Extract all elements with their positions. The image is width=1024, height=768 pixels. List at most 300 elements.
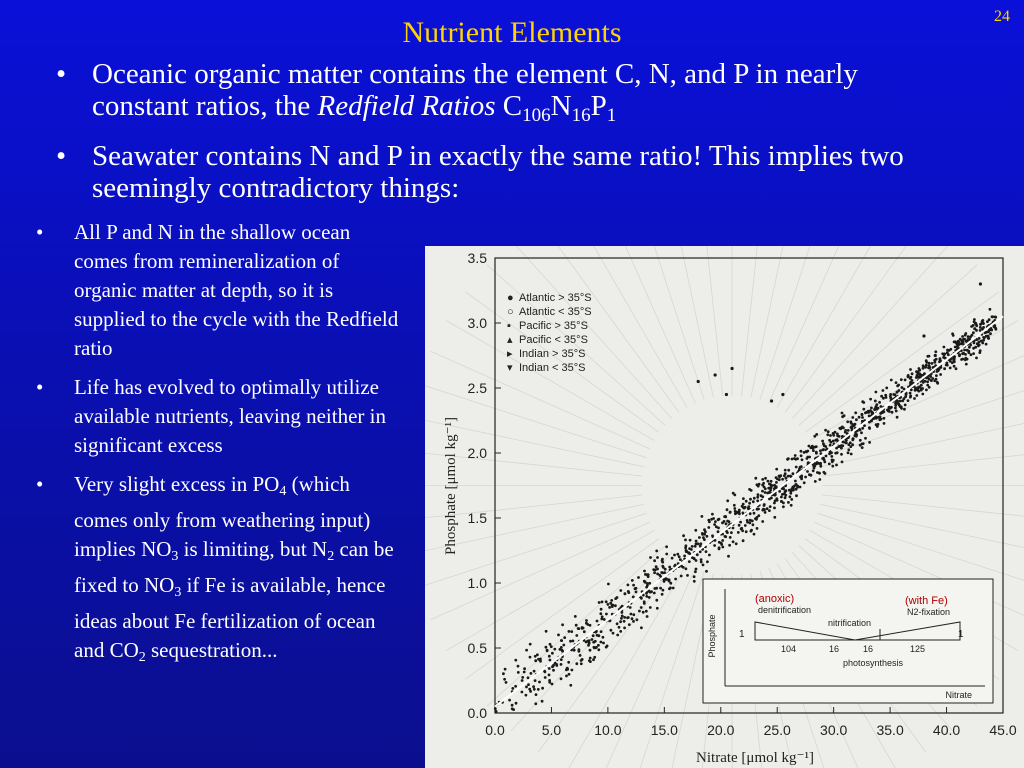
inset-with-fe-label: (with Fe) — [905, 595, 948, 607]
data-point — [706, 535, 709, 538]
data-point — [796, 486, 799, 489]
data-point — [883, 417, 886, 420]
data-point — [834, 439, 837, 442]
data-point — [845, 442, 848, 445]
data-point — [546, 649, 549, 652]
data-point — [964, 332, 967, 335]
data-point — [544, 671, 547, 674]
data-point — [852, 437, 855, 440]
data-point — [784, 496, 787, 499]
data-point — [701, 515, 704, 518]
data-point — [563, 636, 566, 639]
data-point — [961, 335, 964, 338]
data-point — [804, 476, 807, 479]
data-point — [844, 429, 847, 432]
data-point — [642, 611, 645, 614]
data-point — [534, 702, 537, 705]
data-point — [662, 589, 665, 592]
data-point — [653, 571, 656, 574]
data-point — [860, 431, 863, 434]
outlier-point — [697, 380, 700, 383]
data-point — [931, 377, 934, 380]
data-point — [851, 416, 854, 419]
data-point — [703, 538, 706, 541]
data-point — [815, 433, 818, 436]
data-point — [560, 646, 563, 649]
data-point — [878, 401, 881, 404]
data-point — [632, 620, 635, 623]
data-point — [624, 592, 627, 595]
data-point — [684, 539, 687, 542]
data-point — [828, 463, 831, 466]
data-point — [970, 353, 973, 356]
data-point — [861, 443, 864, 446]
data-point — [922, 367, 925, 370]
data-point — [972, 352, 975, 355]
data-point — [791, 458, 794, 461]
data-point — [494, 707, 497, 710]
data-point — [523, 671, 526, 674]
data-point — [610, 629, 613, 632]
data-point — [570, 630, 573, 633]
data-point — [750, 489, 753, 492]
bullet-seawater — [48, 140, 928, 204]
data-point — [621, 615, 624, 618]
data-point — [875, 403, 878, 406]
inset-xlabel: Nitrate — [945, 690, 972, 700]
data-point — [842, 441, 845, 444]
data-point — [945, 364, 948, 367]
data-point — [888, 406, 891, 409]
outlier-point — [730, 367, 733, 370]
data-point — [700, 561, 703, 564]
data-point — [745, 530, 748, 533]
data-point — [529, 643, 532, 646]
data-point — [581, 658, 584, 661]
data-point — [560, 639, 563, 642]
data-point — [725, 522, 728, 525]
data-point — [783, 474, 786, 477]
data-point — [649, 606, 652, 609]
data-point — [534, 659, 537, 662]
data-point — [784, 469, 787, 472]
data-point — [756, 527, 759, 530]
data-point — [990, 329, 993, 332]
data-point — [729, 511, 732, 514]
data-point — [864, 412, 867, 415]
data-point — [781, 493, 784, 496]
data-point — [687, 551, 690, 554]
data-point — [979, 323, 982, 326]
data-point — [794, 480, 797, 483]
inset-1-left-label: 1 — [739, 629, 745, 640]
data-point — [653, 559, 656, 562]
data-point — [897, 384, 900, 387]
data-point — [836, 451, 839, 454]
data-point — [911, 379, 914, 382]
data-point — [923, 372, 926, 375]
data-point — [736, 511, 739, 514]
data-point — [574, 615, 577, 618]
inset-1-right-label: 1 — [958, 629, 964, 640]
data-point — [644, 573, 647, 576]
data-point — [821, 440, 824, 443]
data-point — [730, 531, 733, 534]
data-point — [926, 355, 929, 358]
data-point — [784, 490, 787, 493]
data-point — [861, 400, 864, 403]
data-point — [512, 708, 515, 711]
y-tick-label: 3.5 — [467, 250, 487, 266]
data-point — [643, 570, 646, 573]
data-point — [756, 496, 759, 499]
data-point — [704, 530, 707, 533]
data-point — [931, 362, 934, 365]
y-tick-label: 2.5 — [467, 380, 487, 396]
data-point — [717, 530, 720, 533]
data-point — [646, 615, 649, 618]
data-point — [879, 415, 882, 418]
data-point — [548, 674, 551, 677]
redfield-inset-diagram — [703, 579, 993, 703]
data-point — [568, 630, 571, 633]
data-point — [589, 657, 592, 660]
data-point — [752, 523, 755, 526]
data-point — [885, 387, 888, 390]
data-point — [900, 378, 903, 381]
data-point — [801, 458, 804, 461]
data-point — [562, 644, 565, 647]
data-point — [847, 451, 850, 454]
top-bullet-list — [48, 58, 928, 212]
data-point — [960, 358, 963, 361]
data-point — [623, 616, 626, 619]
data-point — [868, 441, 871, 444]
data-point — [653, 592, 656, 595]
data-point — [909, 396, 912, 399]
data-point — [847, 448, 850, 451]
data-point — [742, 503, 745, 506]
data-point — [925, 389, 928, 392]
legend-entry: Atlantic > 35°S — [519, 292, 592, 304]
bullet-text: Seawater contains N and P in exactly the same ratio! This implies two seemingly contradictory things: — [92, 140, 904, 204]
legend-entry: Indian < 35°S — [519, 362, 586, 374]
data-point — [548, 681, 551, 684]
data-point — [599, 612, 602, 615]
data-point — [824, 445, 827, 448]
data-point — [901, 399, 904, 402]
data-point — [655, 550, 658, 553]
data-point — [551, 683, 554, 686]
data-point — [503, 678, 506, 681]
data-point — [847, 429, 850, 432]
data-point — [612, 632, 615, 635]
data-point — [869, 398, 872, 401]
data-point — [632, 584, 635, 587]
data-point — [598, 601, 601, 604]
legend-entry: Pacific > 35°S — [519, 320, 588, 332]
data-point — [744, 524, 747, 527]
data-point — [648, 596, 651, 599]
data-point — [877, 407, 880, 410]
phosphate-nitrate-chart — [425, 246, 1024, 768]
data-point — [982, 336, 985, 339]
data-point — [586, 623, 589, 626]
y-tick-label: 0.5 — [467, 640, 487, 656]
data-point — [688, 560, 691, 563]
data-point — [602, 636, 605, 639]
data-point — [720, 543, 723, 546]
data-point — [666, 578, 669, 581]
data-point — [683, 555, 686, 558]
data-point — [718, 548, 721, 551]
data-point — [989, 308, 992, 311]
data-point — [561, 623, 564, 626]
data-point — [926, 380, 929, 383]
data-point — [775, 468, 778, 471]
data-point — [861, 427, 864, 430]
data-point — [533, 670, 536, 673]
data-point — [517, 671, 520, 674]
data-point — [575, 634, 578, 637]
data-point — [661, 559, 664, 562]
data-point — [819, 449, 822, 452]
data-point — [659, 587, 662, 590]
data-point — [685, 567, 688, 570]
data-point — [674, 578, 677, 581]
data-point — [951, 332, 954, 335]
data-point — [514, 685, 517, 688]
data-point — [787, 475, 790, 478]
x-tick-label: 10.0 — [594, 722, 622, 738]
outlier-point — [781, 393, 784, 396]
data-point — [504, 668, 507, 671]
data-point — [616, 622, 619, 625]
data-point — [880, 405, 883, 408]
data-point — [695, 568, 698, 571]
data-point — [508, 699, 511, 702]
data-point — [640, 626, 643, 629]
data-point — [795, 494, 798, 497]
data-point — [535, 693, 538, 696]
data-point — [838, 427, 841, 430]
data-point — [607, 583, 610, 586]
data-point — [975, 357, 978, 360]
data-point — [971, 334, 974, 337]
data-point — [699, 542, 702, 545]
data-point — [738, 512, 741, 515]
data-point — [714, 520, 717, 523]
data-point — [764, 511, 767, 514]
data-point — [767, 480, 770, 483]
data-point — [665, 545, 668, 548]
legend-symbol: ▴ — [507, 334, 513, 346]
data-point — [626, 616, 629, 619]
data-point — [911, 372, 914, 375]
x-tick-label: 45.0 — [989, 722, 1017, 738]
data-point — [903, 388, 906, 391]
data-point — [702, 564, 705, 567]
data-point — [680, 575, 683, 578]
data-point — [771, 484, 774, 487]
data-point — [835, 464, 838, 467]
data-point — [773, 484, 776, 487]
data-point — [532, 685, 535, 688]
data-point — [967, 351, 970, 354]
data-point — [656, 573, 659, 576]
data-point — [567, 661, 570, 664]
slide-number: 24 — [994, 8, 1010, 25]
data-point — [611, 604, 614, 607]
data-point — [778, 478, 781, 481]
inset-anoxic-label: (anoxic) — [755, 593, 795, 605]
data-point — [726, 520, 729, 523]
data-point — [761, 490, 764, 493]
data-point — [525, 694, 528, 697]
data-point — [861, 416, 864, 419]
data-point — [970, 325, 973, 328]
data-point — [693, 580, 696, 583]
data-point — [811, 447, 814, 450]
data-point — [623, 620, 626, 623]
data-point — [601, 601, 604, 604]
x-tick-label: 20.0 — [707, 722, 735, 738]
data-point — [661, 593, 664, 596]
data-point — [786, 458, 789, 461]
data-point — [977, 345, 980, 348]
data-point — [831, 465, 834, 468]
data-point — [573, 649, 576, 652]
data-point — [676, 553, 679, 556]
data-point — [694, 570, 697, 573]
data-point — [989, 332, 992, 335]
data-point — [578, 648, 581, 651]
data-point — [623, 627, 626, 630]
data-point — [939, 373, 942, 376]
data-point — [918, 372, 921, 375]
data-point — [890, 379, 893, 382]
data-point — [643, 600, 646, 603]
data-point — [695, 540, 698, 543]
data-point — [694, 529, 697, 532]
data-point — [585, 619, 588, 622]
data-point — [978, 337, 981, 340]
data-point — [764, 491, 767, 494]
data-point — [628, 623, 631, 626]
data-point — [809, 474, 812, 477]
data-point — [571, 669, 574, 672]
data-point — [870, 410, 873, 413]
data-point — [621, 611, 624, 614]
data-point — [939, 358, 942, 361]
data-point — [538, 681, 541, 684]
data-point — [711, 513, 714, 516]
inset-denitrification-label: denitrification — [758, 605, 812, 615]
x-tick-label: 30.0 — [820, 722, 848, 738]
data-point — [655, 599, 658, 602]
outlier-point — [934, 354, 937, 357]
data-point — [979, 329, 982, 332]
data-point — [775, 481, 778, 484]
data-point — [602, 642, 605, 645]
data-point — [619, 589, 622, 592]
data-point — [511, 687, 514, 690]
data-point — [840, 447, 843, 450]
data-point — [785, 477, 788, 480]
data-point — [627, 584, 630, 587]
data-point — [832, 432, 835, 435]
data-point — [631, 617, 634, 620]
data-point — [790, 504, 793, 507]
data-point — [773, 516, 776, 519]
data-point — [505, 681, 508, 684]
data-point — [707, 526, 710, 529]
data-point — [805, 451, 808, 454]
data-point — [988, 330, 991, 333]
data-point — [895, 381, 898, 384]
data-point — [750, 530, 753, 533]
data-point — [965, 340, 968, 343]
data-point — [870, 407, 873, 410]
data-point — [537, 688, 540, 691]
legend-symbol: ● — [507, 292, 514, 304]
data-point — [600, 641, 603, 644]
data-point — [761, 495, 764, 498]
data-point — [935, 378, 938, 381]
data-point — [738, 524, 741, 527]
data-point — [835, 447, 838, 450]
data-point — [803, 481, 806, 484]
data-point — [972, 347, 975, 350]
data-point — [652, 568, 655, 571]
data-point — [521, 691, 524, 694]
data-point — [815, 451, 818, 454]
data-point — [754, 517, 757, 520]
data-point — [874, 400, 877, 403]
data-point — [789, 492, 792, 495]
x-axis-label: Nitrate [μmol kg⁻¹] — [696, 750, 814, 766]
data-point — [943, 353, 946, 356]
legend-symbol: ▸ — [507, 348, 513, 360]
inset-nitrification-label: nitrification — [828, 618, 872, 628]
data-point — [904, 379, 907, 382]
data-point — [846, 420, 849, 423]
data-point — [894, 404, 897, 407]
data-point — [583, 630, 586, 633]
data-point — [592, 641, 595, 644]
data-point — [647, 573, 650, 576]
data-point — [691, 545, 694, 548]
data-point — [745, 500, 748, 503]
data-point — [742, 512, 745, 515]
data-point — [610, 599, 613, 602]
data-point — [850, 426, 853, 429]
data-point — [751, 520, 754, 523]
data-point — [868, 421, 871, 424]
data-point — [955, 367, 958, 370]
data-point — [552, 669, 555, 672]
data-point — [587, 644, 590, 647]
data-point — [853, 424, 856, 427]
legend-symbol: ▪ — [507, 320, 511, 332]
data-point — [579, 654, 582, 657]
data-point — [580, 662, 583, 665]
data-point — [922, 381, 925, 384]
data-point — [782, 505, 785, 508]
data-point — [671, 557, 674, 560]
data-point — [732, 527, 735, 530]
data-point — [598, 634, 601, 637]
